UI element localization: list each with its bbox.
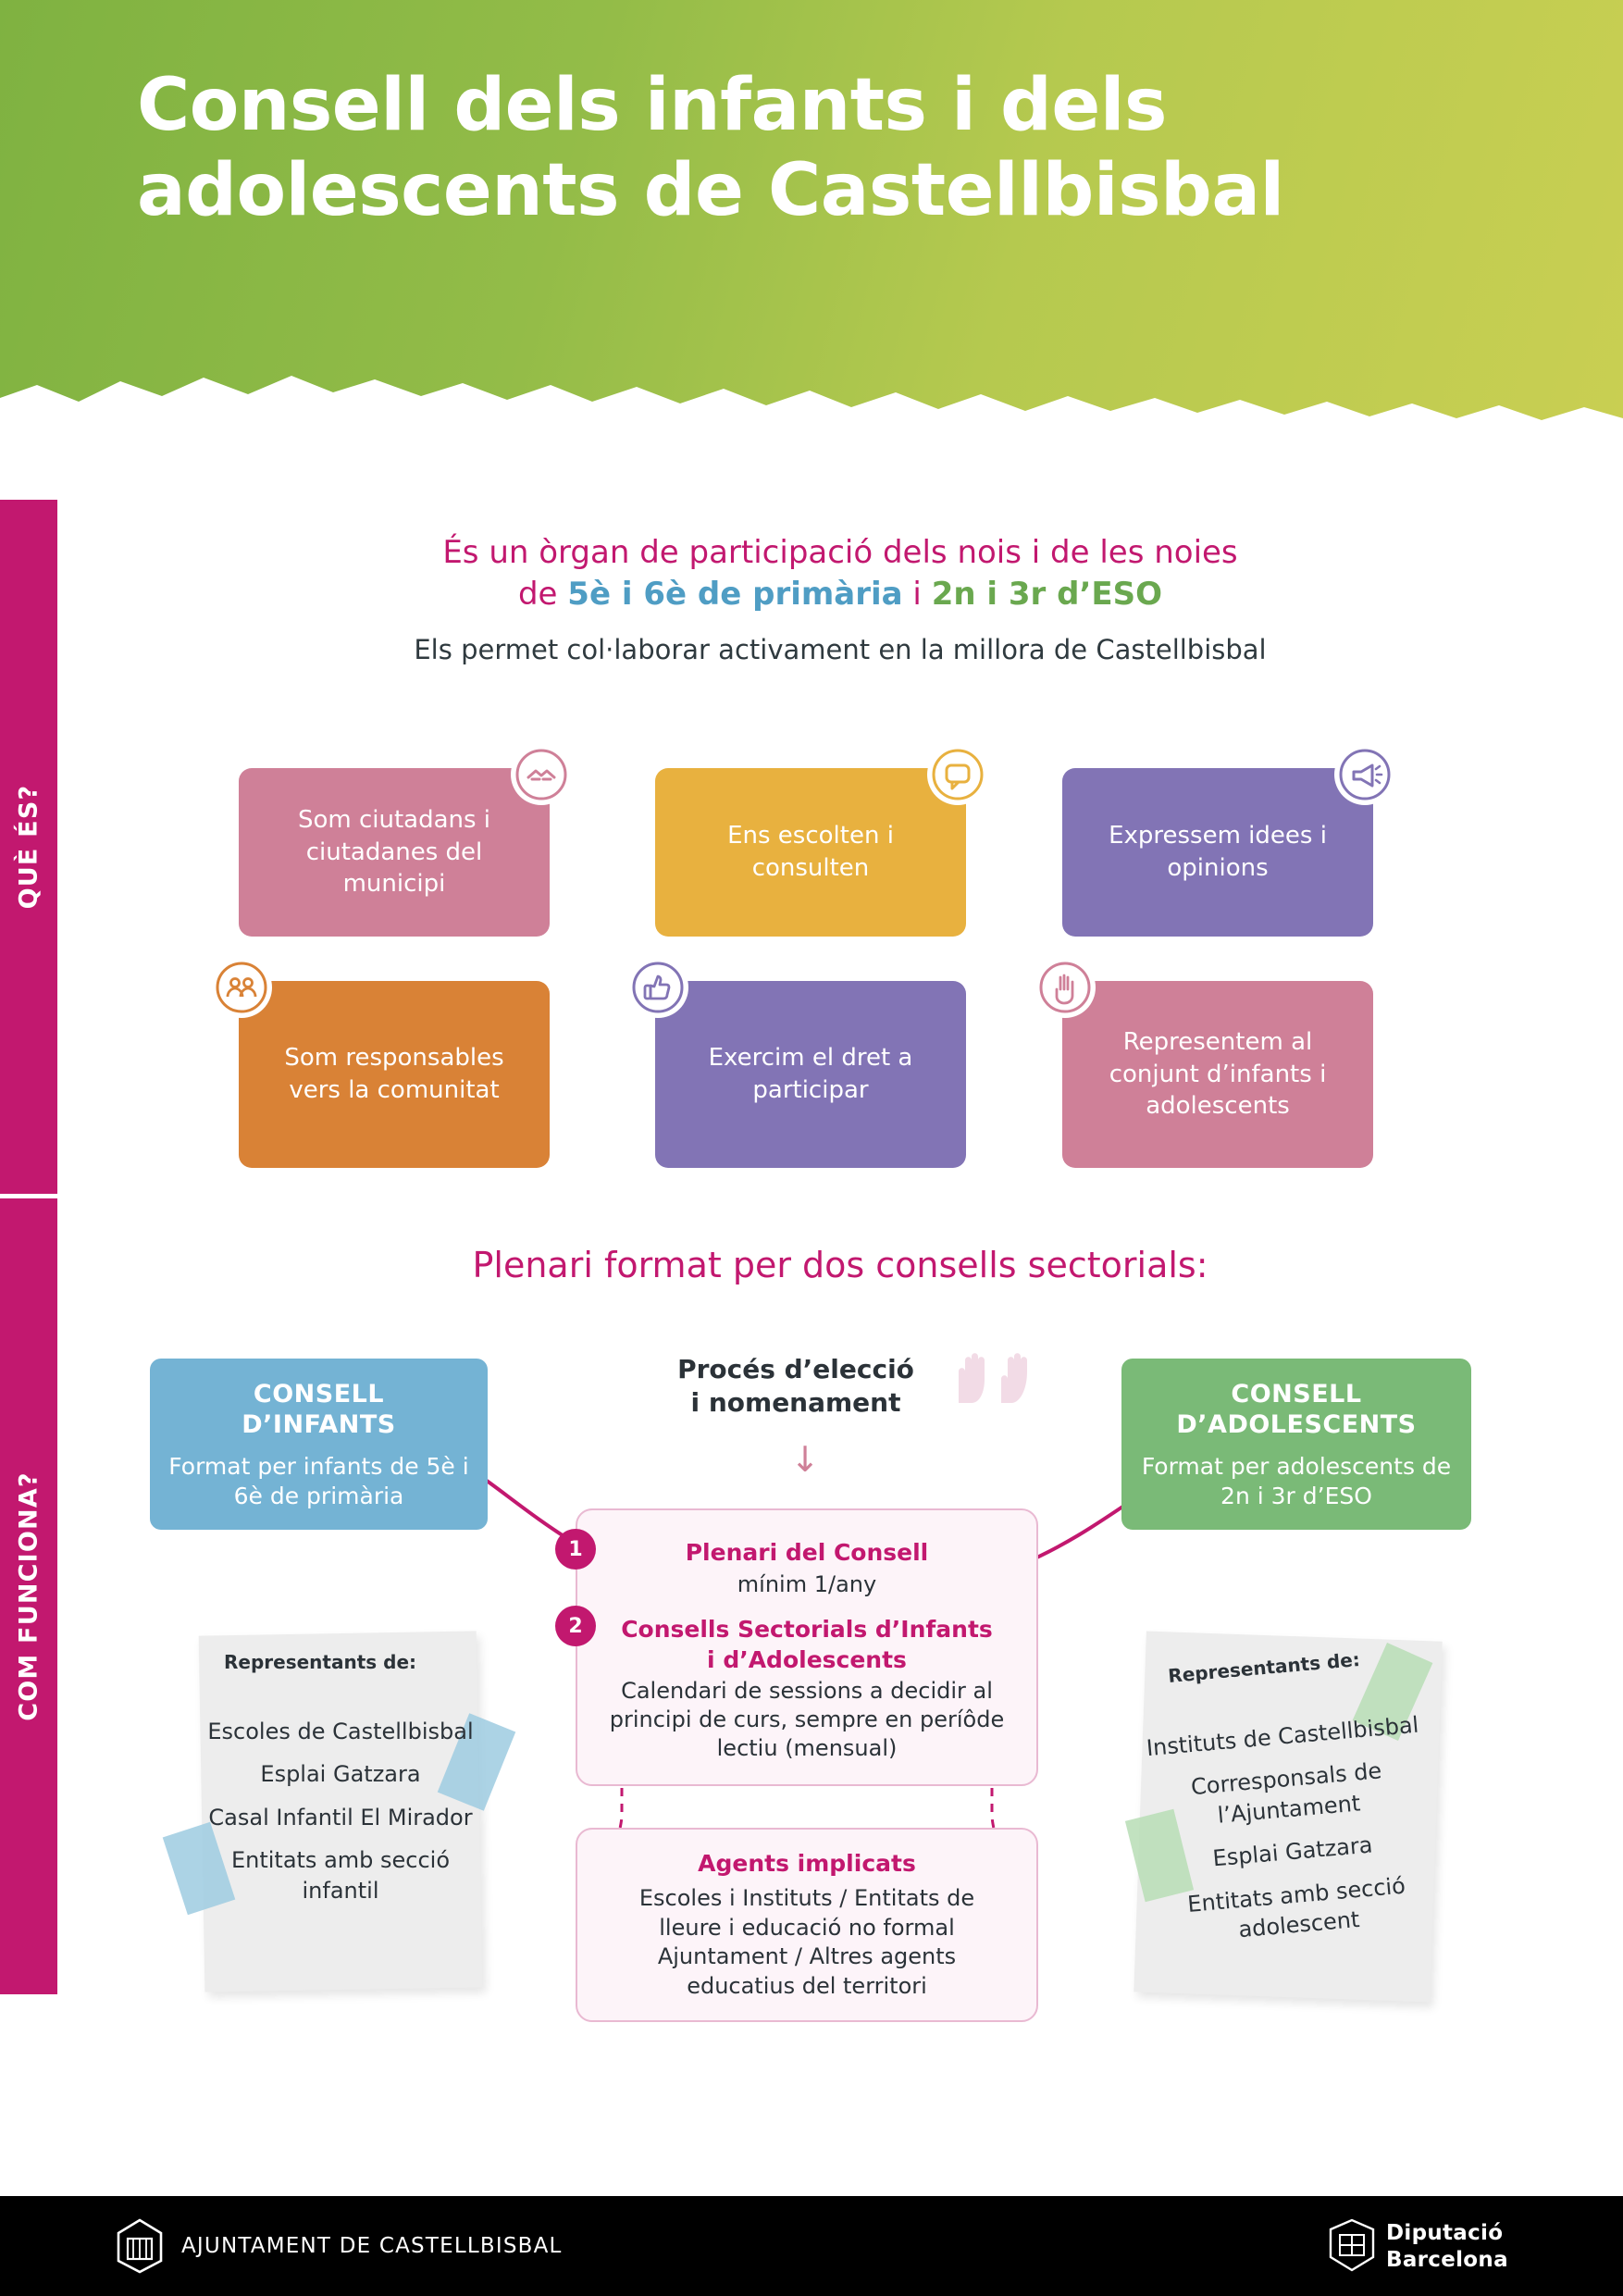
value-card-escolten bbox=[655, 768, 966, 937]
plenari-item-1-title: Plenari del Consell bbox=[685, 1539, 929, 1566]
sidebar-item-label: QUÈ ÉS? bbox=[14, 784, 43, 910]
council-infants-box bbox=[150, 1359, 488, 1530]
eleccio-line-2: i nomenament bbox=[690, 1387, 901, 1419]
diputacio-line-2: Barcelona bbox=[1386, 2248, 1508, 2273]
value-card-representem bbox=[1062, 981, 1373, 1168]
value-cards-group bbox=[0, 750, 1623, 1166]
sidebar-item-label: COM FUNCIONA? bbox=[14, 1471, 43, 1721]
plenari-section-title: Plenari format per dos consells sectorials: bbox=[472, 1245, 1208, 1285]
council-title-line-1: CONSELL bbox=[253, 1380, 385, 1409]
intro-line-2 bbox=[57, 574, 1623, 615]
arrow-down-icon: ↓ bbox=[790, 1439, 820, 1480]
intro-eso: 2n i 3r d’ESO bbox=[931, 575, 1163, 613]
agents-implicats-box bbox=[576, 1828, 1038, 2022]
raised-hand-icon bbox=[1035, 957, 1096, 1018]
plenari-item-2-title-line-2: i d’Adolescents bbox=[707, 1646, 907, 1673]
page-title-line-2: adolescents de Castellbisbal bbox=[137, 149, 1284, 233]
value-card-text: Som ciutadans i ciutadanes del municipi bbox=[297, 806, 491, 899]
note-left-label: Representants de: bbox=[224, 1651, 417, 1673]
list-item: Instituts de Castellbisbal bbox=[1145, 1711, 1420, 1762]
step-number-1: 1 bbox=[555, 1529, 596, 1570]
list-item: Escoles de Castellbisbal bbox=[207, 1719, 474, 1744]
handshake-icon bbox=[511, 744, 572, 805]
list-item: Casal Infantil El Mirador bbox=[208, 1804, 473, 1831]
value-card-text: Ens escolten i consulten bbox=[727, 822, 894, 882]
page-footer bbox=[0, 2196, 1623, 2296]
note-left-items bbox=[202, 1717, 479, 1905]
diputacio-crest-icon bbox=[1325, 2216, 1379, 2274]
council-infants-title bbox=[167, 1379, 471, 1441]
eleccio-line-1: Procés d’elecció bbox=[677, 1354, 914, 1384]
agents-title: Agents implicats bbox=[698, 1850, 916, 1877]
council-adolescents-box bbox=[1121, 1359, 1471, 1530]
ajuntament-label: AJUNTAMENT DE CASTELLBISBAL bbox=[181, 2234, 563, 2258]
value-card-text: Representem al conjunt d’infants i adolescents bbox=[1109, 1028, 1327, 1121]
ajuntament-crest-icon bbox=[111, 2216, 168, 2276]
torn-paper-edge bbox=[0, 365, 1623, 426]
plenari-item-1-text: mínim 1/any bbox=[737, 1571, 877, 1597]
list-item: Entitats amb secció adolescent bbox=[1186, 1872, 1406, 1943]
list-item: Entitats amb secció infantil bbox=[230, 1847, 451, 1904]
council-adolescents-subtitle: Format per adolescents de 2n i 3r d’ESO bbox=[1141, 1452, 1452, 1510]
value-card-text: Som responsables vers la comunitat bbox=[284, 1044, 504, 1104]
page-title-line-1: Consell dels infants i dels bbox=[137, 64, 1167, 147]
eleccio-label bbox=[648, 1353, 944, 1421]
value-card-text: Expressem idees i opinions bbox=[1109, 822, 1327, 882]
value-card-ciutadans bbox=[239, 768, 550, 937]
council-title-line-2: D’ADOLESCENTS bbox=[1176, 1410, 1417, 1440]
note-right-items bbox=[1138, 1709, 1443, 1952]
intro-line-2-prefix: de bbox=[517, 575, 568, 613]
note-right-label: Representants de: bbox=[1167, 1647, 1361, 1688]
intro-block bbox=[57, 532, 1623, 665]
intro-line-1: És un òrgan de participació dels nois i de les noies bbox=[442, 534, 1238, 571]
megaphone-icon bbox=[1334, 744, 1395, 805]
plenari-item-2-title-line-1: Consells Sectorials d’Infants bbox=[621, 1616, 993, 1643]
diputacio-label bbox=[1386, 2220, 1508, 2275]
plenari-item-2-text: Calendari de sessions a decidir al principi de curs, sempre en períôde lectiu (mensual) bbox=[609, 1678, 1005, 1762]
value-card-expressem bbox=[1062, 768, 1373, 937]
intro-line-2-mid: i bbox=[902, 575, 932, 613]
list-item: Esplai Gatzara bbox=[1211, 1831, 1374, 1872]
council-infants-subtitle: Format per infants de 5è i 6è de primària bbox=[168, 1452, 469, 1510]
speech-bubble-icon bbox=[927, 744, 988, 805]
thumbs-up-icon bbox=[627, 957, 688, 1018]
raised-hands-icon bbox=[942, 1333, 1044, 1410]
value-card-participar bbox=[655, 981, 966, 1168]
intro-primaria: 5è i 6è de primària bbox=[567, 575, 903, 613]
people-group-icon bbox=[211, 957, 272, 1018]
council-title-line-1: CONSELL bbox=[1231, 1380, 1362, 1409]
value-card-responsables bbox=[239, 981, 550, 1168]
diputacio-line-1: Diputació bbox=[1386, 2221, 1504, 2245]
list-item: Corresponsals de l’Ajuntament bbox=[1189, 1757, 1383, 1829]
council-title-line-2: D’INFANTS bbox=[242, 1410, 396, 1440]
intro-subtitle: Els permet col·laborar activament en la millora de Castellbisbal bbox=[414, 633, 1267, 665]
step-number-2: 2 bbox=[555, 1606, 596, 1646]
list-item: Esplai Gatzara bbox=[260, 1761, 421, 1788]
agents-text: Escoles i Instituts / Entitats de lleure i educació no formal Ajuntament / Altres agents educatius del territori bbox=[638, 1885, 975, 2000]
value-card-text: Exercim el dret a participar bbox=[708, 1044, 913, 1104]
page-title bbox=[137, 63, 1525, 233]
page-header bbox=[0, 0, 1623, 426]
council-adolescents-title bbox=[1138, 1379, 1455, 1441]
